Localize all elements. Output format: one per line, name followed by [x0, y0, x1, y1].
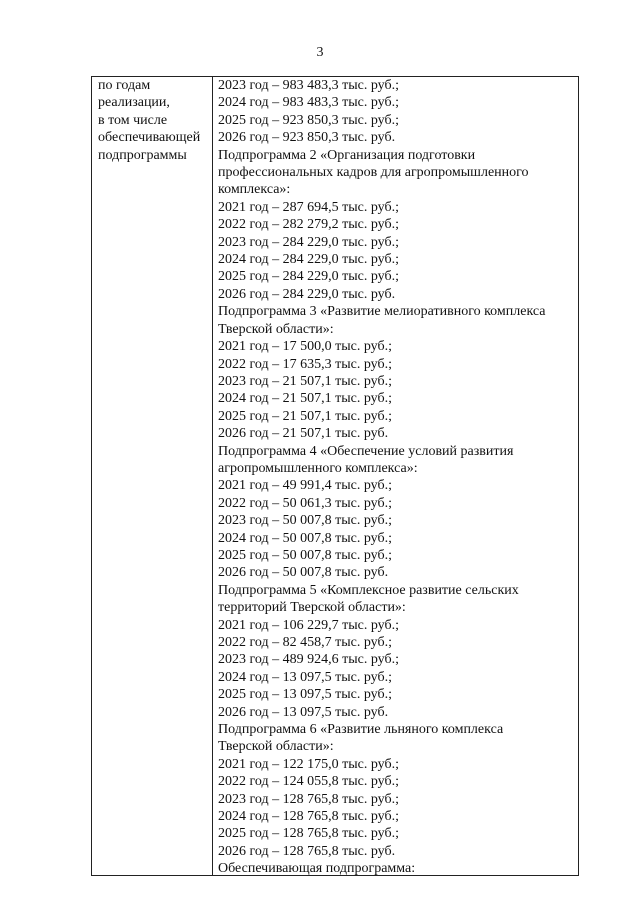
funding-line: 2023 год – 983 483,3 тыс. руб.;	[218, 78, 399, 93]
funding-line: 2026 год – 923 850,3 тыс. руб.	[218, 130, 396, 146]
row-label-line: реализации,	[98, 95, 170, 111]
funding-line: Подпрограмма 2 «Организация подготовки	[218, 147, 476, 163]
page-number: 3	[316, 45, 324, 60]
funding-line: 2022 год – 82 458,7 тыс. руб.;	[218, 635, 392, 650]
row-label-line: обеспечивающей	[98, 130, 201, 146]
funding-line: Подпрограмма 5 «Комплексное развитие сельских	[218, 582, 519, 598]
funding-line: 2025 год – 923 850,3 тыс. руб.;	[218, 112, 399, 128]
funding-line: 2021 год – 122 175,0 тыс. руб.;	[218, 756, 399, 772]
funding-line: 2026 год – 13 097,5 тыс. руб.	[218, 704, 389, 720]
funding-line: 2026 год – 128 765,8 тыс. руб.	[218, 843, 396, 859]
funding-line: 2021 год – 17 500,0 тыс. руб.;	[218, 339, 392, 355]
funding-details-cell	[218, 77, 578, 878]
funding-line: 2024 год – 128 765,8 тыс. руб.;	[218, 809, 399, 825]
funding-line: 2022 год – 17 635,3 тыс. руб.;	[218, 356, 392, 372]
funding-line: Тверской области»:	[218, 321, 334, 337]
funding-line: Подпрограмма 6 «Развитие льняного комплекса	[218, 722, 504, 738]
funding-line: Подпрограмма 4 «Обеспечение условий развития	[218, 443, 514, 459]
funding-line: 2023 год – 284 229,0 тыс. руб.;	[218, 234, 399, 250]
funding-line: комплекса»:	[218, 182, 291, 198]
funding-line: 2022 год – 50 061,3 тыс. руб.;	[218, 495, 392, 511]
funding-line: Тверской области»:	[218, 739, 334, 755]
funding-table	[91, 76, 579, 876]
funding-line: 2021 год – 106 229,7 тыс. руб.;	[218, 617, 399, 633]
funding-line: агропромышленного комплекса»:	[218, 460, 418, 476]
funding-line: 2022 год – 124 055,8 тыс. руб.;	[218, 774, 399, 790]
funding-line: территорий Тверской области»:	[218, 600, 406, 616]
funding-line: 2024 год – 13 097,5 тыс. руб.;	[218, 669, 392, 685]
column-divider	[212, 77, 213, 875]
funding-line: 2025 год – 128 765,8 тыс. руб.;	[218, 826, 399, 842]
row-label-line: подпрограммы	[98, 147, 187, 163]
funding-line: 2021 год – 287 694,5 тыс. руб.;	[218, 199, 399, 215]
funding-line: 2026 год – 284 229,0 тыс. руб.	[218, 286, 396, 302]
funding-line: 2023 год – 50 007,8 тыс. руб.;	[218, 513, 392, 529]
row-label-line: в том числе	[98, 112, 168, 128]
funding-line: Подпрограмма 3 «Развитие мелиоративного комплекса	[218, 304, 546, 320]
row-label-cell	[98, 77, 210, 164]
funding-line: 2024 год – 284 229,0 тыс. руб.;	[218, 252, 399, 268]
funding-line: 2025 год – 13 097,5 тыс. руб.;	[218, 687, 392, 703]
funding-line: 2026 год – 21 507,1 тыс. руб.	[218, 426, 389, 442]
funding-line: 2024 год – 21 507,1 тыс. руб.;	[218, 391, 392, 407]
funding-line: 2025 год – 284 229,0 тыс. руб.;	[218, 269, 399, 285]
funding-line: 2023 год – 128 765,8 тыс. руб.;	[218, 791, 399, 807]
funding-line: 2023 год – 21 507,1 тыс. руб.;	[218, 373, 392, 389]
funding-line: 2025 год – 50 007,8 тыс. руб.;	[218, 547, 392, 563]
row-label-line: по годам	[98, 78, 151, 93]
funding-line: 2025 год – 21 507,1 тыс. руб.;	[218, 408, 392, 424]
funding-line: 2023 год – 489 924,6 тыс. руб.;	[218, 652, 399, 668]
funding-line: 2026 год – 50 007,8 тыс. руб.	[218, 565, 389, 581]
funding-line: 2024 год – 983 483,3 тыс. руб.;	[218, 95, 399, 111]
funding-line: 2022 год – 282 279,2 тыс. руб.;	[218, 217, 399, 233]
funding-line: Обеспечивающая подпрограмма:	[218, 861, 416, 877]
funding-line: 2024 год – 50 007,8 тыс. руб.;	[218, 530, 392, 546]
funding-line: 2021 год – 49 991,4 тыс. руб.;	[218, 478, 392, 494]
funding-line: профессиональных кадров для агропромышленного	[218, 165, 529, 181]
